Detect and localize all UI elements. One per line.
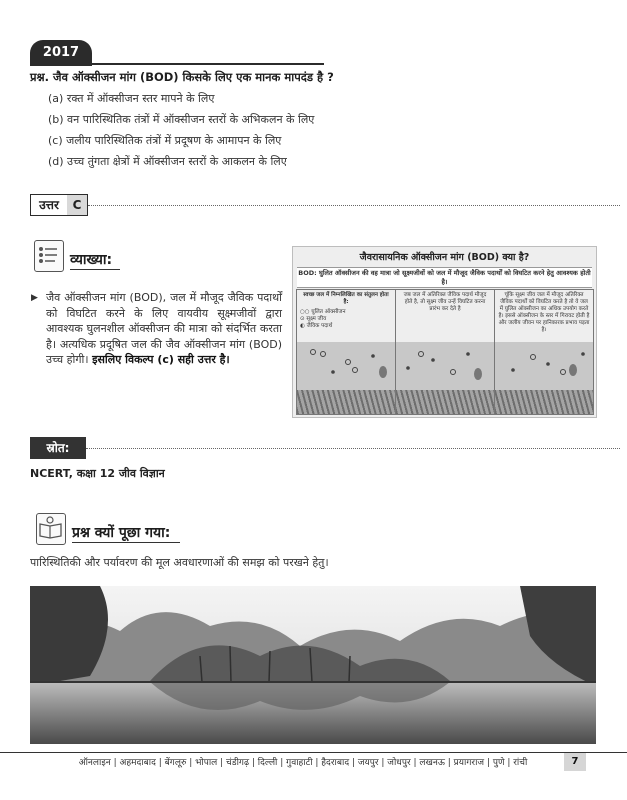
panel3-text: चूंकि सूक्ष्म जीव जल में मौजूद अतिरिक्त जैविक पदार्थों को विघटित करते है तो वे जल में घुलित ऑक्सीजन का अधिक उपयोग करते है। इससे ऑक्सीजन के स्तर में गिरावट होती है और जलीय जीवन पर हानिकारक प्रभाव पड़ता है। xyxy=(498,292,590,333)
legend-oxygen: ○○ घुलित ऑक्सीजन xyxy=(300,309,346,315)
legend-microbe: ⊙ सूक्ष्म जीव xyxy=(300,316,327,322)
lake-forest-photo xyxy=(30,586,596,744)
answer-label: उत्तर xyxy=(39,198,59,212)
explanation-conclusion: इसलिए विकल्प (c) सही उत्तर है। xyxy=(92,353,230,366)
option-b: (b) वन पारिस्थितिक तंत्रों में ऑक्सीजन स्तरों के अभिकलन के लिए xyxy=(48,113,315,126)
footer-cities: ऑनलाइन | अहमदाबाद | बेंगलूरु | भोपाल | चंडीगढ़ | दिल्ली | गुवाहाटी | हैदराबाद | जयपुर | जोधपुर | लखनऊ | प्रयागराज | पुणे | रांची xyxy=(78,758,528,768)
footer-rule xyxy=(0,752,627,753)
grass-illustration xyxy=(495,390,593,414)
answer-value: C xyxy=(67,195,87,215)
source-text: NCERT, कक्षा 12 जीव विज्ञान xyxy=(30,467,165,480)
document-list-icon xyxy=(34,240,64,272)
infographic-title: जैवरासायनिक ऑक्सीजन मांग (BOD) क्या है? xyxy=(359,252,530,263)
year-badge: 2017 xyxy=(30,40,92,66)
panel2-text: जब जल में अतिरिक्त जैविक पदार्थ मौजूद होते है, तो सूक्ष्म जीव उन्हें विघटित करना प्रारंभ कर देते है xyxy=(403,292,487,312)
question-text: प्रश्न. जैव ऑक्सीजन मांग (BOD) किसके लिए एक मानक मापदंड है ? xyxy=(30,70,334,84)
answer-box xyxy=(30,194,88,216)
legend-organic-label: जैविक पदार्थ xyxy=(306,323,333,329)
legend-microbe-label: सूक्ष्म जीव xyxy=(306,316,327,322)
explanation-body xyxy=(46,290,282,368)
option-a: (a) रक्त में ऑक्सीजन स्तर मापने के लिए xyxy=(48,92,215,105)
answer-rule xyxy=(88,205,620,206)
why-asked-title: प्रश्न क्यों पूछा गया: xyxy=(72,523,180,543)
bod-infographic xyxy=(292,246,597,418)
option-c: (c) जलीय पारिस्थितिक तंत्रों में प्रदूषण के आमापन के लिए xyxy=(48,134,282,147)
infographic-subtitle: BOD: घुलित ऑक्सीजन की वह मात्रा जो सूक्ष्मजीवों को जल में मौजूद जैविक पदार्थों को विघटित करने हेतु आवश्यक होती है। xyxy=(297,267,592,288)
option-d: (d) उच्च तुंगता क्षेत्रों में ऑक्सीजन स्तरों के आकलन के लिए xyxy=(48,155,287,168)
page-number: 7 xyxy=(564,753,586,771)
header-rule xyxy=(62,63,324,65)
grass-illustration xyxy=(396,390,494,414)
grass-illustration xyxy=(297,390,395,414)
book-lightbulb-icon xyxy=(36,513,66,545)
legend-oxygen-label: घुलित ऑक्सीजन xyxy=(311,309,346,315)
legend-organic: ◐ जैविक पदार्थ xyxy=(300,323,333,329)
panel1-heading: स्वच्छ जल में निम्नलिखित का संतुलन होता है: xyxy=(303,292,389,305)
explanation-text: जैव ऑक्सीजन मांग (BOD), जल में मौजूद जैविक पदार्थों को विघटित करने के लिए वायवीय सूक्ष्मजीवों द्वारा आवश्यक घुलनशील ऑक्सीजन की मात्रा को संदर्भित करता है। अत्यधिक प्रदूषित जल की जैव ऑक्सीजन मांग (BOD) उच्च होगी। xyxy=(46,291,282,366)
why-asked-text: पारिस्थितिकी और पर्यावरण की मूल अवधारणाओं की समझ को परखने हेतु। xyxy=(30,556,329,569)
bullet-arrow-icon: ▶ xyxy=(31,293,38,303)
particles-illustration xyxy=(293,342,597,392)
source-rule xyxy=(86,448,620,449)
explanation-title: व्याख्या: xyxy=(70,250,120,270)
source-label: स्रोत: xyxy=(30,437,86,459)
